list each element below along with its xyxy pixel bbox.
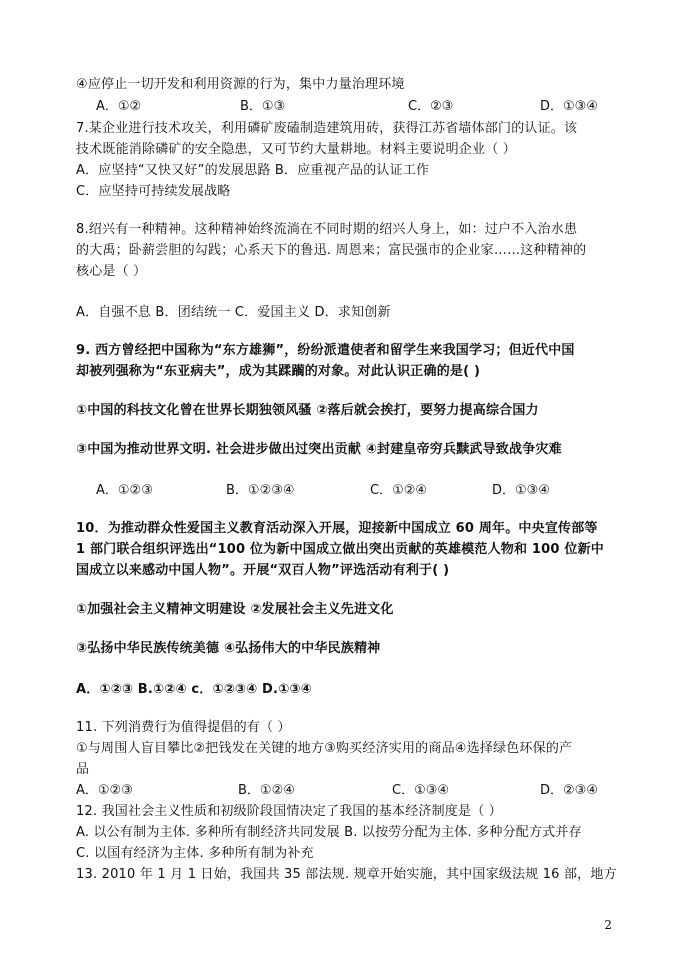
q6-option-a: A．①②	[96, 99, 142, 114]
q7-stem-line2: 技术既能消除磷矿的安全隐患，又可节约大量耕地。材料主要说明企业（ ）	[76, 142, 516, 157]
q6-option-d: D．①③④	[540, 99, 598, 114]
q7-stem-line1: 7.某企业进行技术攻关，利用磷矿废磕制造建筑用砖，获得江苏省墙体部门的认证。该	[76, 121, 578, 136]
q7-options-ab: A．应坚持“又快又好”的发展思路 B．应重视产品的认证工作	[76, 163, 430, 178]
q11-option-d: D．②③④	[540, 783, 598, 798]
q12-stem: 12. 我国社会主义性质和初级阶段国情决定了我国的基本经济制度是（ ）	[76, 804, 502, 819]
q9-option-a: A．①②③	[96, 483, 153, 498]
q10-statements-34: ③弘扬中华民族传统美德 ④弘扬伟大的中华民族精神	[76, 641, 381, 656]
q11-statements-cont: 品	[76, 762, 90, 777]
q11-stem: 11. 下列消费行为值得提倡的有（ ）	[76, 720, 291, 735]
q11-option-b: B．①②④	[238, 783, 295, 798]
q9-statements-12: ①中国的科技文化曾在世界长期独领风骚 ②落后就会挨打，要努力提高综合国力	[76, 403, 539, 418]
q8-stem-line2: 的大禹；卧薪尝胆的勾践；心系天下的鲁迅. 周恩来；富民强市的企业家……这种精神的	[76, 243, 587, 258]
q7-option-c: C．应坚持可持续发展战略	[76, 184, 231, 199]
page-number: 2	[604, 918, 612, 932]
q12-options-ab: A. 以公有制为主体. 多种所有制经济共同发展 B. 以按劳分配为主体. 多种分配方式并存	[76, 825, 582, 840]
q9-option-b: B．①②③④	[226, 483, 295, 498]
q11-option-a: A．①②③	[76, 783, 133, 798]
q12-option-c: C. 以国有经济为主体. 多种所有制为补充	[76, 846, 314, 861]
q6-option-b: B．①③	[240, 99, 286, 114]
q8-stem-line1: 8.绍兴有一种精神。这种精神始终流淌在不同时期的绍兴人身上，如：过户不入治水患	[76, 222, 578, 237]
q9-stem-line2: 却被列强称为“东亚病夫”，成为其蹂躏的对象。对此认识正确的是( )	[76, 364, 481, 379]
q8-stem-line3: 核心是（ ）	[76, 264, 147, 279]
q13-stem-line1: 13. 2010 年 1 月 1 日始，我国共 35 部法规. 规章开始实施，其中国家级法规 16 部，地方	[76, 867, 617, 882]
q11-option-c: C．①③④	[392, 783, 450, 798]
q10-statements-12: ①加强社会主义精神文明建设 ②发展社会主义先进文化	[76, 602, 394, 617]
q11-statements: ①与周围人盲目攀比②把钱发在关键的地方③购买经济实用的商品④选择绿色环保的产	[76, 741, 573, 756]
q5-option-4: ④应停止一切开发和利用资源的行为，集中力量治理环境	[76, 77, 405, 92]
q9-stem-line1: 9. 西方曾经把中国称为“东方雄狮”，纷纷派遣使者和留学生来我国学习；但近代中国	[76, 343, 575, 358]
q9-statements-34: ③中国为推动世界文明. 社会进步做出过突出贡献 ④封建皇帝穷兵黩武导致战争灾难	[76, 442, 562, 457]
q9-option-c: C．①②④	[370, 483, 428, 498]
q10-stem-line1: 10．为推动群众性爱国主义教育活动深入开展，迎接新中国成立 60 周年。中央宣传部等	[76, 521, 598, 536]
q8-options: A．自强不息 B．团结统一 C．爱国主义 D．求知创新	[76, 305, 391, 320]
q10-stem-line3: 国成立以来感动中国人物”。开展“双百人物”评选活动有利于( )	[76, 563, 450, 578]
q10-options: A．①②③ B.①②④ c．①②③④ D.①③④	[76, 682, 312, 697]
q10-stem-line2: 1 部门联合组织评选出“100 位为新中国成立做出突出贡献的英雄模范人物和 100 位新中	[76, 542, 604, 557]
q9-option-d: D．①③④	[492, 483, 550, 498]
q6-option-c: C．②③	[408, 99, 454, 114]
